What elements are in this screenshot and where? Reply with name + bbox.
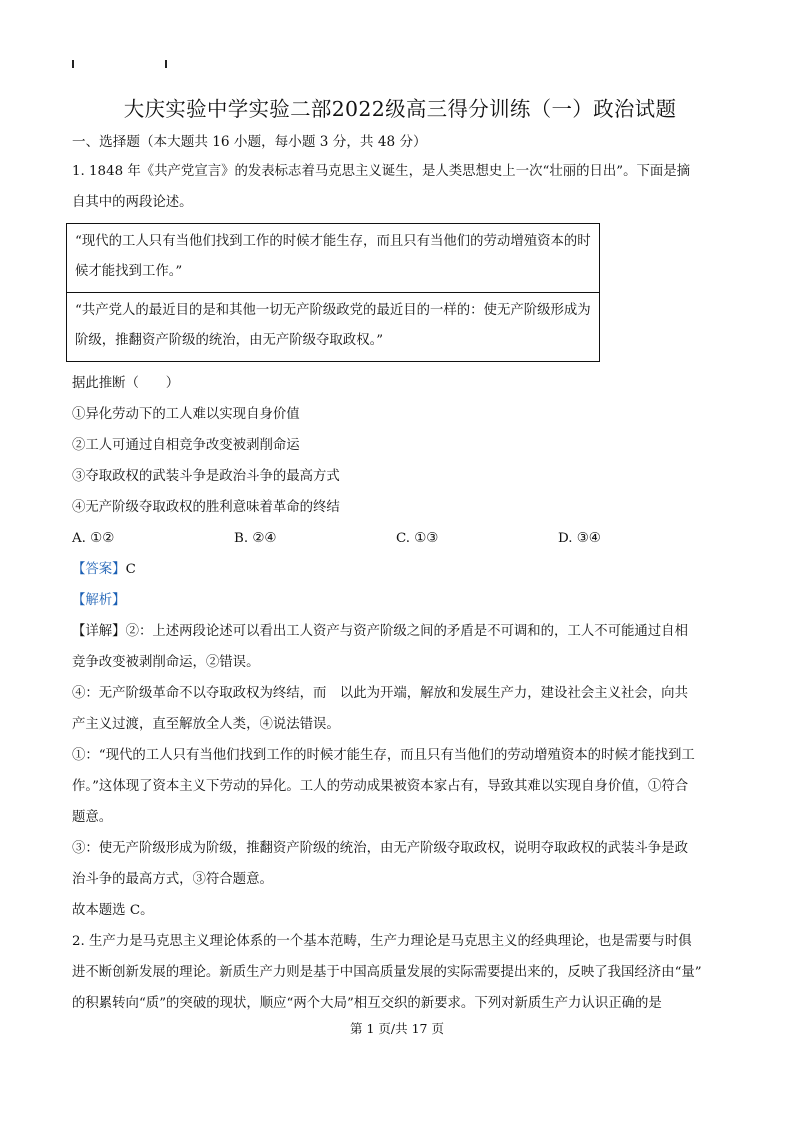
option-b: B. ②④ [234, 531, 277, 546]
detail-line-8: ③：使无产阶级形成为阶级，推翻资产阶级的统治，由无产阶级夺取政权，说明夺取政权的武装斗争是政 [72, 841, 688, 856]
answer-line [72, 554, 728, 585]
option-a: A. ①② [72, 531, 115, 546]
option-d: D. ③④ [558, 531, 601, 546]
q1-item-4: ④无产阶级夺取政权的胜利意味着革命的终结 [72, 500, 340, 515]
q1-stem-line1: 1. 1848 年《共产党宣言》的发表标志着马克思主义诞生，是人类思想史上一次“壮丽的日出”。下面是摘 [72, 164, 691, 179]
analysis-tag: 【解析】 [72, 593, 126, 608]
analysis-line [72, 585, 728, 616]
q1-item-2: ②工人可通过自相竞争改变被剥削命运 [72, 438, 300, 453]
crop-mark [72, 60, 167, 68]
page-content [72, 94, 728, 1019]
detail-line-5: ①：“现代的工人只有当他们找到工作的时候才能生存，而且只有当他们的劳动增殖资本的时候才能找到工 [72, 748, 695, 763]
page-title: 大庆实验中学实验二部2022级高三得分训练（一）政治试题 [123, 97, 677, 121]
detail-line-6: 作。”这体现了资本主义下劳动的异化。工人的劳动成果被资本家占有，导致其难以实现自身价值，①符合 [72, 779, 689, 794]
section-heading: 一、选择题（本大题共 16 小题，每小题 3 分，共 48 分） [72, 134, 427, 150]
q2-line-3: 的积累转向“质”的突破的现状，顺应“两个大局”相互交织的新要求。下列对新质生产力认识正确的是 [72, 996, 662, 1011]
q2-line-1: 2. 生产力是马克思主义理论体系的一个基本范畴，生产力理论是马克思主义的经典理论，也是需要与时俱 [72, 934, 692, 949]
detail-line-7: 题意。 [72, 810, 113, 825]
detail-line-2: 竞争改变被剥削命运，②错误。 [72, 655, 260, 670]
detail-tag: 【详解】 [72, 624, 126, 639]
page-footer: 第 1 页/共 17 页 [350, 1021, 444, 1036]
detail-line-1 [72, 616, 728, 647]
q1-item-3: ③夺取政权的武装斗争是政治斗争的最高方式 [72, 469, 340, 484]
q1-stem-line2: 自其中的两段论述。 [72, 195, 193, 210]
q1-options [72, 523, 728, 554]
quote-2: “共产党人的最近目的是和其他一切无产阶级政党的最近目的一样的：使无产阶级形成为阶级，推翻资产阶级的统治，由无产阶级夺取政权。” [67, 292, 599, 361]
quote-1: “现代的工人只有当他们找到工作的时候才能生存，而且只有当他们的劳动增殖资本的时候才能找到工作。” [75, 234, 591, 279]
detail-line-10: 故本题选 C。 [72, 903, 154, 918]
quote-box [66, 223, 600, 362]
option-c: C. ①③ [396, 531, 439, 546]
q2-line-2: 进不断创新发展的理论。新质生产力则是基于中国高质量发展的实际需要提出来的，反映了我国经济由“量” [72, 965, 702, 980]
answer-value: C [125, 562, 136, 577]
q1-item-1: ①异化劳动下的工人难以实现自身价值 [72, 407, 300, 422]
detail-line-3: ④：无产阶级革命不以夺取政权为终结，而 以此为开端，解放和发展生产力，建设社会主义社会，向共 [72, 686, 688, 701]
detail-line-9: 治斗争的最高方式，③符合题意。 [72, 872, 273, 887]
q1-prompt: 据此推断（ ） [72, 376, 180, 391]
answer-tag: 【答案】 [72, 562, 126, 577]
detail-line-4: 产主义过渡，直至解放全人类，④说法错误。 [72, 717, 340, 732]
detail-text: ②：上述两段论述可以看出工人资产与资产阶级之间的矛盾是不可调和的，工人不可能通过自相 [125, 624, 688, 639]
